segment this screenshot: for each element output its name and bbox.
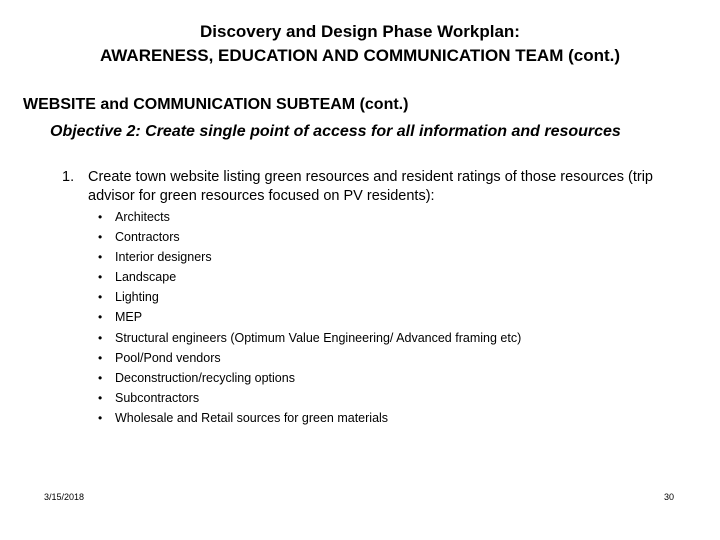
list-item (98, 287, 521, 307)
list-item (98, 388, 521, 408)
slide-title-line-2: AWARENESS, EDUCATION AND COMMUNICATION TEAM (cont.) (99, 46, 621, 65)
bullet-icon: • (98, 350, 103, 365)
list-item (98, 227, 521, 247)
list-item (98, 368, 521, 388)
list-item (98, 307, 521, 327)
bullet-icon: • (98, 270, 103, 285)
list-item-label: Structural engineers (Optimum Value Engineering/ Advanced framing etc) (115, 330, 522, 345)
resource-bullet-list (98, 207, 521, 428)
list-item-label: Interior designers (115, 250, 212, 265)
item-text: Create town website listing green resources and resident ratings of those resources (trip advisor for green resources focused on PV residents): (88, 169, 653, 204)
list-item-label: Lighting (115, 290, 159, 305)
list-item-label: Pool/Pond vendors (115, 350, 221, 365)
item-number: 1. (62, 169, 75, 185)
slide-title-line-1: Discovery and Design Phase Workplan: (200, 22, 520, 41)
list-item-label: Architects (115, 210, 170, 224)
list-item-label: MEP (115, 310, 143, 325)
list-item (98, 408, 521, 428)
list-item (98, 247, 521, 267)
page-number: 30 (664, 492, 675, 502)
objective-heading: Objective 2: Create single point of access for all information and resources (50, 123, 621, 140)
list-item (98, 207, 521, 227)
subteam-heading: WEBSITE and COMMUNICATION SUBTEAM (cont.) (23, 96, 409, 113)
bullet-icon: • (98, 390, 103, 405)
bullet-icon: • (98, 290, 103, 305)
bullet-icon: • (98, 250, 103, 265)
bullet-icon: • (98, 330, 103, 345)
bullet-icon: • (98, 370, 103, 385)
list-item-label: Deconstruction/recycling options (115, 370, 295, 385)
list-item (98, 328, 521, 348)
bullet-icon: • (98, 410, 103, 425)
list-item-label: Contractors (115, 230, 180, 245)
list-item-label: Subcontractors (115, 390, 200, 405)
list-item (98, 267, 521, 287)
footer-date: 3/15/2018 (44, 492, 85, 502)
numbered-item (62, 168, 702, 206)
bullet-icon: • (98, 210, 103, 224)
list-item-label: Wholesale and Retail sources for green materials (115, 410, 389, 425)
slide-title (0, 20, 720, 68)
bullet-icon: • (98, 310, 103, 325)
list-item-label: Landscape (115, 270, 177, 285)
bullet-icon: • (98, 230, 103, 245)
list-item (98, 348, 521, 368)
